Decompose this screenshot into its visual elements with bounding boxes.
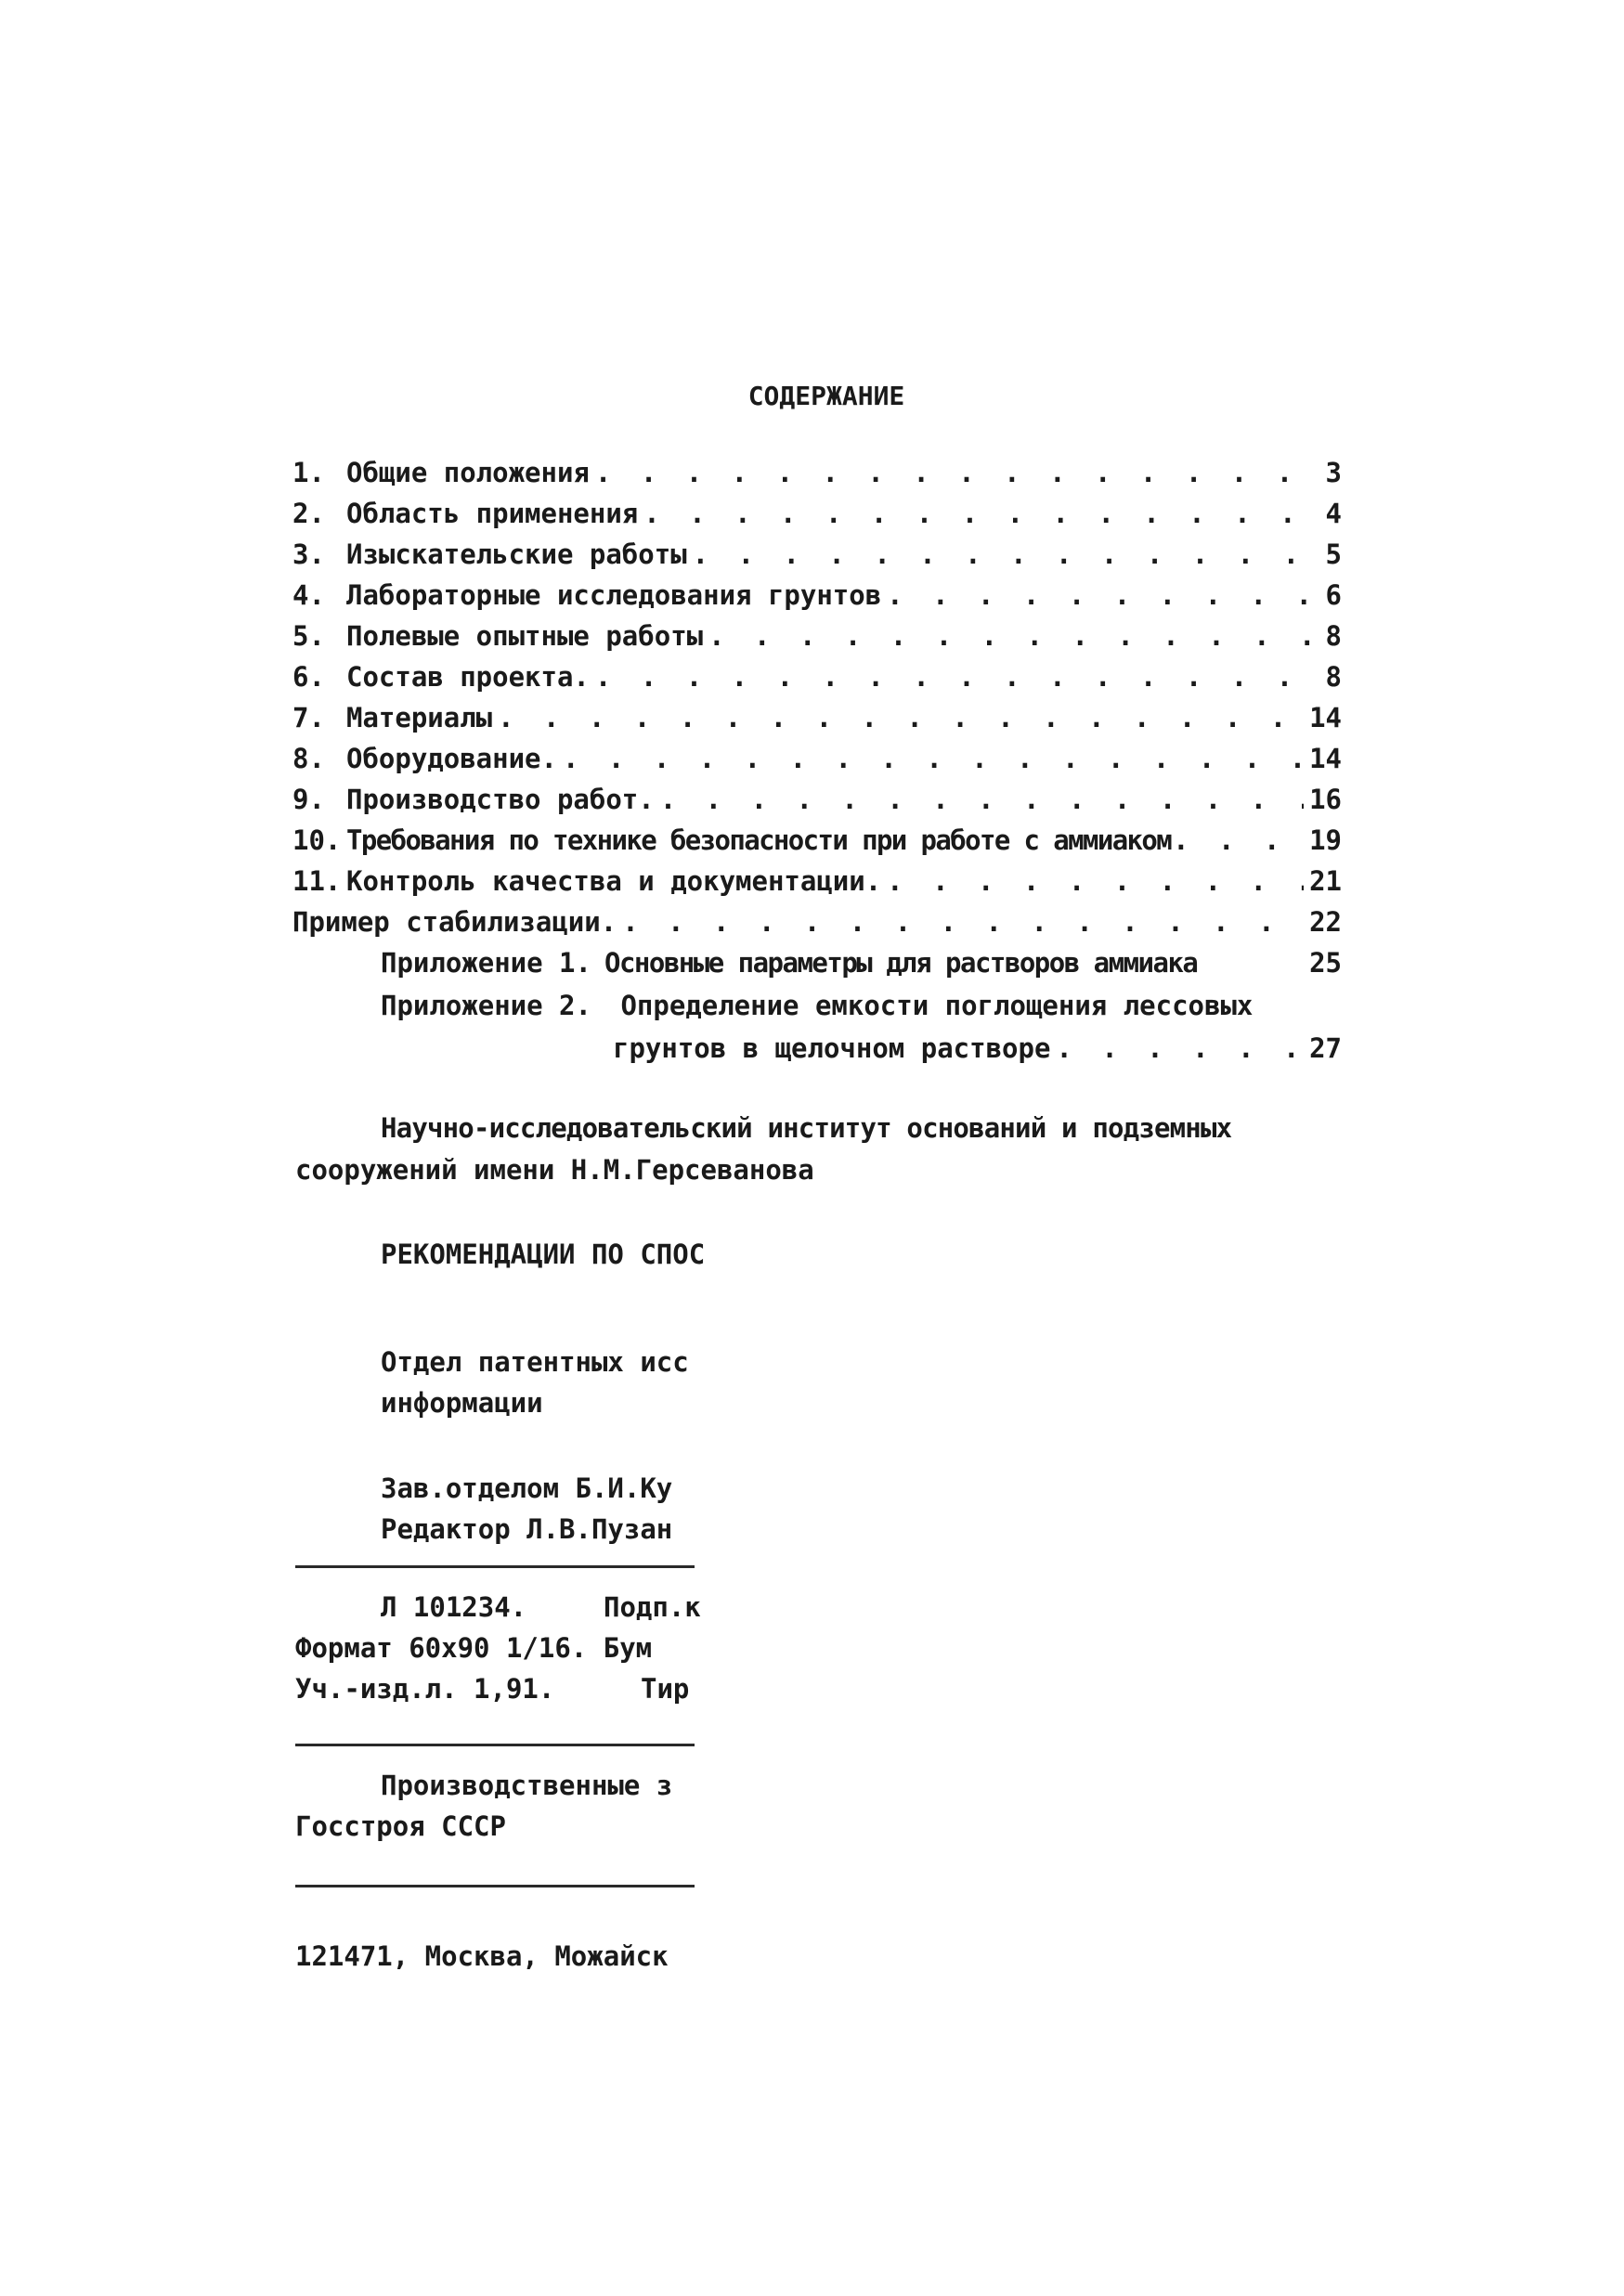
toc-row xyxy=(292,538,1342,579)
toc-page: 14 xyxy=(1309,702,1342,733)
toc-leader xyxy=(622,906,1304,938)
imprint-run: Тир xyxy=(641,1673,690,1705)
toc-number: 2. xyxy=(292,498,325,529)
imprint-code: Л 101234. xyxy=(381,1591,527,1623)
toc-leader xyxy=(498,702,1304,733)
toc-title: Пример стабилизации. xyxy=(292,906,617,938)
appendix-label: Приложение 2. xyxy=(381,990,591,1021)
toc-page: 6 xyxy=(1325,579,1342,611)
toc-title: Изыскательские работы xyxy=(346,538,687,570)
toc-title: Состав проекта. xyxy=(346,661,590,693)
toc-title: Область применения xyxy=(346,498,639,529)
toc-page: 4 xyxy=(1325,498,1342,529)
toc-page: 3 xyxy=(1325,457,1342,488)
production-name: Производственные з xyxy=(381,1770,673,1801)
toc-number: 5. xyxy=(292,620,325,652)
toc-title: Требования по технике безопасности при работе с аммиаком xyxy=(346,824,1172,856)
toc-row xyxy=(292,824,1342,865)
toc-page: 8 xyxy=(1325,620,1342,652)
toc-row xyxy=(292,702,1342,743)
institute-name: Научно-исследовательский институт оснований и подземных xyxy=(381,1112,1232,1144)
imprint-signed: Подп.к xyxy=(604,1591,701,1623)
page-title: СОДЕРЖАНИЕ xyxy=(747,381,905,411)
toc-title: Общие положения xyxy=(346,457,590,488)
toc-number: 3. xyxy=(292,538,325,570)
head-of-department: Зав.отделом Б.И.Ку xyxy=(381,1472,673,1504)
toc-leader xyxy=(1056,1032,1304,1064)
imprint-sheets: Уч.-изд.л. 1,91. xyxy=(295,1673,555,1705)
appendix-title-cont: грунтов в щелочном растворе xyxy=(613,1032,1051,1064)
toc-number: 9. xyxy=(292,784,325,815)
divider xyxy=(295,1744,695,1746)
toc-page: 14 xyxy=(1309,743,1342,774)
address: 121471, Москва, Можайск xyxy=(295,1940,669,1972)
toc-title: Полевые опытные работы xyxy=(346,620,704,652)
toc-row xyxy=(292,784,1342,824)
toc-number: 6. xyxy=(292,661,325,693)
divider xyxy=(295,1885,695,1887)
toc-page: 27 xyxy=(1309,1032,1342,1064)
toc-page: 22 xyxy=(1309,906,1342,938)
department-cont: информации xyxy=(381,1387,543,1419)
toc-number: 8. xyxy=(292,743,325,774)
book-title: РЕКОМЕНДАЦИИ ПО СПОС xyxy=(381,1239,706,1270)
toc-row xyxy=(292,743,1342,784)
toc-number: 7. xyxy=(292,702,325,733)
toc-row xyxy=(292,865,1342,906)
toc-leader xyxy=(643,498,1319,529)
appendix-label: Приложение 1. xyxy=(381,947,591,979)
toc-title: Производство работ. xyxy=(346,784,655,815)
toc-row xyxy=(292,620,1342,661)
toc-row xyxy=(292,661,1342,702)
divider xyxy=(295,1565,695,1568)
toc-page: 25 xyxy=(1309,947,1342,979)
toc-title: Материалы xyxy=(346,702,493,733)
department: Отдел патентных исс xyxy=(381,1346,689,1378)
toc-row xyxy=(292,579,1342,620)
toc-leader xyxy=(1173,824,1307,856)
appendix-title: Определение емкости поглощения лессовых xyxy=(620,990,1254,1021)
toc-leader xyxy=(563,743,1304,774)
toc-page: 19 xyxy=(1309,824,1342,856)
toc-page: 16 xyxy=(1309,784,1342,815)
appendix-title: Основные параметры для растворов аммиака xyxy=(604,947,1198,979)
toc-title: Лабораторные исследования грунтов xyxy=(346,579,882,611)
toc-leader xyxy=(595,457,1320,488)
toc-title: Оборудование. xyxy=(346,743,557,774)
production-name-cont: Госстроя СССР xyxy=(295,1810,506,1842)
toc-number: 11. xyxy=(292,865,342,897)
toc-appendix-2-cont xyxy=(613,1032,1342,1073)
institute-name-cont: сооружений имени Н.М.Герсеванова xyxy=(295,1154,814,1186)
imprint-format: Формат 60х90 1/16. Бум xyxy=(295,1632,653,1664)
toc-leader xyxy=(708,620,1319,652)
toc-number: 4. xyxy=(292,579,325,611)
toc-row xyxy=(292,498,1342,538)
toc-number: 10. xyxy=(292,824,342,856)
toc-page: 8 xyxy=(1325,661,1342,693)
toc-page: 21 xyxy=(1309,865,1342,897)
toc-number: 1. xyxy=(292,457,325,488)
toc-appendix-2 xyxy=(381,990,1253,1021)
toc-leader xyxy=(887,579,1319,611)
toc-leader xyxy=(660,784,1304,815)
toc-title: Контроль качества и документации. xyxy=(346,865,882,897)
editor: Редактор Л.В.Пузан xyxy=(381,1513,673,1545)
toc-leader xyxy=(693,538,1320,570)
toc-row xyxy=(292,457,1342,498)
toc-page: 5 xyxy=(1325,538,1342,570)
toc-row xyxy=(292,906,1342,947)
toc-appendix-1 xyxy=(381,947,1342,988)
toc-leader xyxy=(887,865,1304,897)
toc-leader xyxy=(595,661,1320,693)
